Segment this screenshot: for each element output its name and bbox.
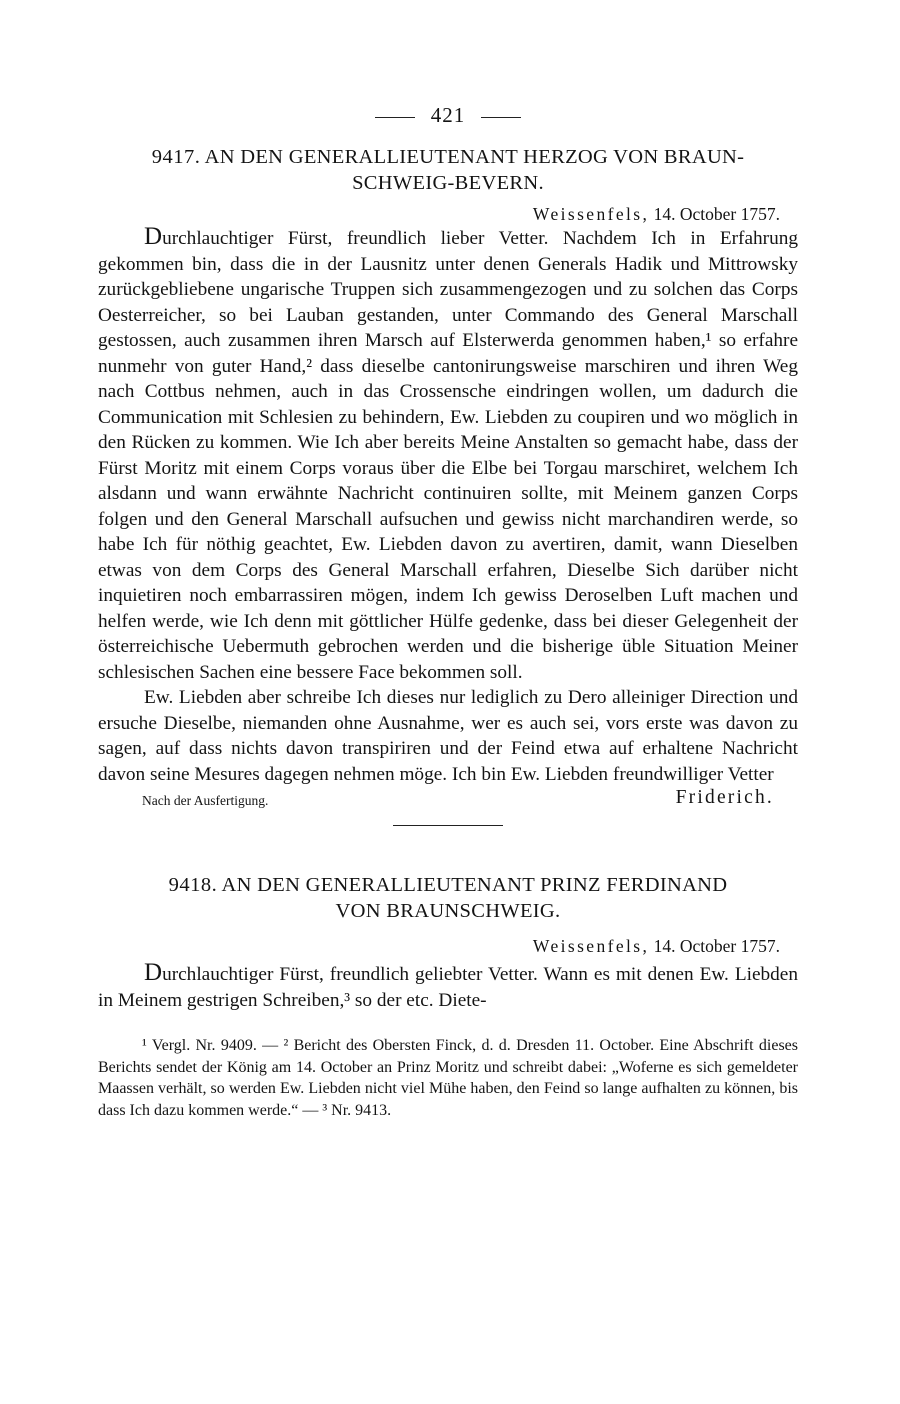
letter-number: 9418. bbox=[168, 874, 218, 896]
letter-body bbox=[98, 223, 798, 787]
date-rest: 14. October 1757. bbox=[653, 204, 780, 224]
letter-date bbox=[98, 202, 798, 226]
page-number-dash-left bbox=[375, 117, 415, 118]
document-page bbox=[98, 100, 798, 1121]
letter-paragraph bbox=[98, 223, 798, 685]
date-place: Weissenfels, bbox=[532, 204, 650, 224]
source-note: Nach der Ausfertigung. bbox=[142, 793, 269, 808]
heading-line2: VON BRAUNSCHWEIG. bbox=[335, 900, 561, 922]
section-divider bbox=[393, 825, 503, 826]
letter-9418 bbox=[98, 872, 798, 1013]
letter-body bbox=[98, 959, 798, 1013]
footnotes bbox=[98, 1035, 798, 1121]
letter-number: 9417. bbox=[151, 146, 201, 168]
date-rest: 14. October 1757. bbox=[653, 936, 780, 956]
footnote-text: ¹ Vergl. Nr. 9409. — ² Bericht des Obersten Finck, d. d. Dresden 11. October. Eine Abschrift dieses Berichts sendet der König am 14. October an Prinz Moritz und schreibt dabei: „Woferne es sich gemeldeter Maassen verhält, so werden Ew. Liebden nicht viel Mühe haben, den Feind so lange aufhalten zu können, bis dass Ich dazu kommen werde.“ — ³ Nr. 9413. bbox=[98, 1037, 798, 1119]
letter-paragraph bbox=[98, 959, 798, 1013]
heading-line2: SCHWEIG-BEVERN. bbox=[352, 172, 544, 194]
letter-9417 bbox=[98, 144, 798, 826]
paragraph-text: urchlauchtiger Fürst, freundlich geliebter Vetter. Wann es mit denen Ew. Liebden in Meinem gestrigen Schreiben,³ so der etc. Diete- bbox=[98, 964, 798, 1011]
letter-date bbox=[98, 934, 798, 958]
page-number-dash-right bbox=[481, 117, 521, 118]
initial-letter: D bbox=[144, 959, 163, 986]
letter-heading bbox=[98, 872, 798, 924]
heading-line1: AN DEN GENERALLIEUTENANT PRINZ FERDINAND bbox=[221, 874, 728, 896]
letter-signoff bbox=[98, 787, 798, 817]
date-place: Weissenfels, bbox=[532, 936, 650, 956]
initial-letter: D bbox=[144, 223, 163, 250]
paragraph-text: urchlauchtiger Fürst, freundlich lieber Vetter. Nachdem Ich in Erfahrung gekommen bin, dass die in der Lausnitz unter denen Generals Hadik und Mittrowsky zurückgebliebene ungarische Truppen sich zusammengezogen und zu solchen das Corps Oesterreicher, so bei Lauban gestanden, unter Commando des General Marschall gestossen, auch zusammen ihren Marsch auf Elsterwerda genommen haben,¹ so erfahre nunmehr von guter Hand,² dass dieselbe cantonirungsweise marschiren und ihren Weg nach Cottbus nehmen, auch in das Crossensche eindringen wollen, um dadurch die Communication mit Schlesien zu behindern, Ew. Liebden zu coupiren und wo möglich in den Rücken zu kommen. Wie Ich aber bereits Meine Anstalten so gemacht habe, dass der Fürst Moritz mit einem Corps voraus über die Elbe bei Torgau marschiret, welchem Ich alsdann und wann erwähnte Nachricht continuiren sollte, mit Meinem ganzen Corps folgen und den General Marschall aufsuchen und gewiss nicht marchandiren werde, so habe Ich für nöthig geachtet, Ew. Liebden davon zu avertiren, damit, wann Dieselben etwas von dem Corps des General Marschall erfahren, Dieselbe Sich darüber nicht inquietiren noch embarrassiren mögen, indem Ich gewiss Deroselben Luft machen und helfen werde, wie Ich denn mit göttlicher Hülfe gedenke, dass bei dieser Gelegenheit der österreichische Uebermuth gebrochen werden und die bisherige üble Situation Meiner schlesischen Sachen eine bessere Face bekommen soll. bbox=[98, 228, 798, 683]
letter-heading bbox=[98, 144, 798, 196]
letter-paragraph: Ew. Liebden aber schreibe Ich dieses nur lediglich zu Dero alleiniger Direction und ersuche Dieselbe, niemanden ohne Ausnahme, wer es auch sei, vors erste was davon zu sagen, auf dass nichts davon transpiriren und der Feind etwa auf erhaltene Nachricht davon seine Mesures dagegen nehmen möge. Ich bin Ew. Liebden freundwilliger Vetter bbox=[98, 687, 798, 785]
heading-line1: AN DEN GENERALLIEUTENANT HERZOG VON BRAUN- bbox=[204, 146, 745, 168]
page-number-line bbox=[98, 100, 798, 130]
page-number: 421 bbox=[430, 103, 466, 127]
signature: Friderich. bbox=[675, 787, 774, 808]
